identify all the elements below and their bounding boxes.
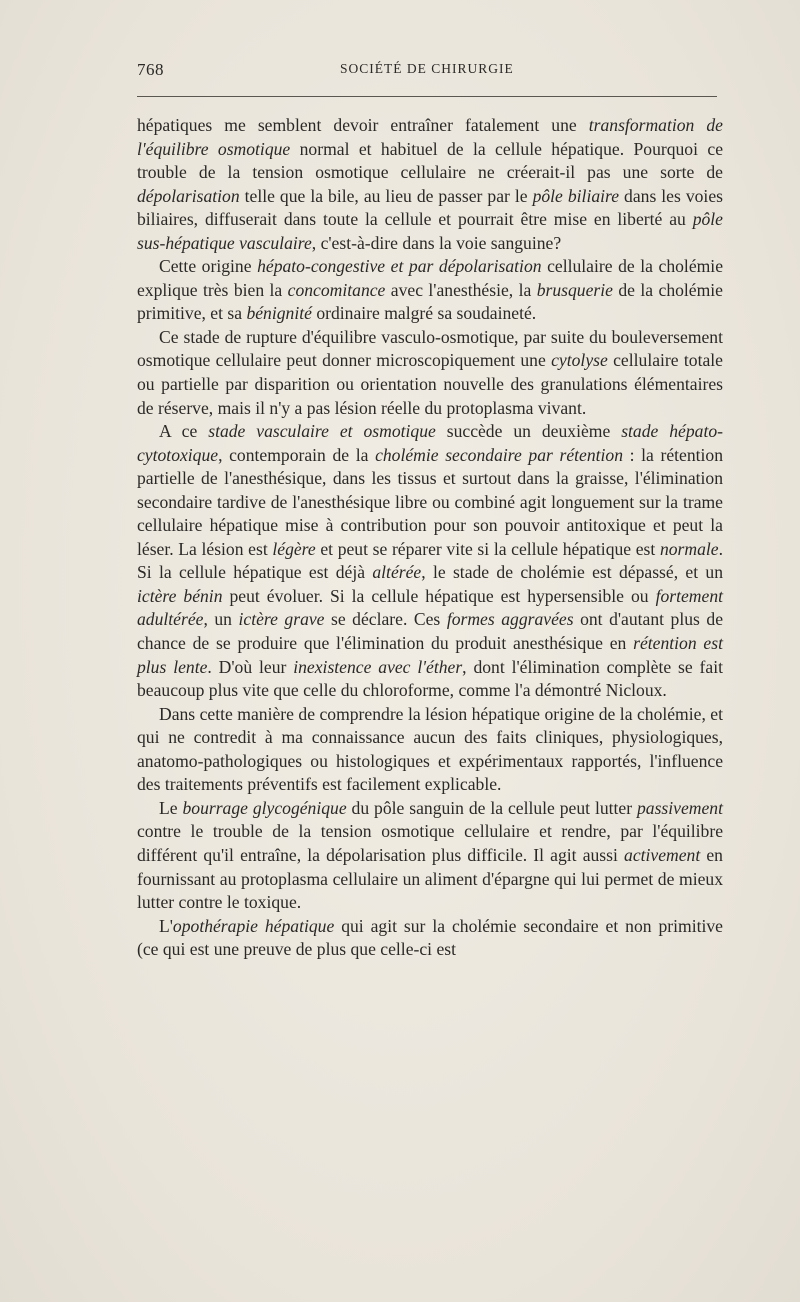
paragraph [137,703,723,797]
emphasis-text: transformation de l'équilibre osmotique [137,115,723,159]
emphasis-text: hépato-congestive et par dépolarisation [257,256,542,277]
text-run: A ce [159,421,209,442]
emphasis-text: cholémie secondaire par rétention [375,444,623,465]
emphasis-text: cytolyse [551,350,608,371]
text-run: , dont l'élimination complète se fait beaucoup plus vite que celle du chloroforme, comme l'a démontré Nicloux. [137,656,723,701]
text-run: qui agit sur la cholémie secondaire et non primitive (ce qui est une preuve de plus que celle-ci est [137,915,723,960]
emphasis-text: inexistence avec l'éther [293,656,463,677]
text-run: , c'est-à-dire dans la voie sanguine? [311,232,562,253]
emphasis-text: brusquerie [536,279,613,300]
text-run: hépatiques me semblent devoir entraîner fatalement une [137,115,589,135]
paragraph [137,915,723,962]
emphasis-text: concomitance [287,279,386,300]
text-run: Le [159,797,183,818]
text-run: cellulaire totale ou partielle par disparition ou orientation nouvelle des granulations élémentaires de réserve, mais il n'y a pas lésion réelle du protoplasma vivant. [137,350,723,418]
text-run: , contemporain de la [218,444,376,465]
emphasis-text: normale [659,538,719,559]
emphasis-text: passivement [636,797,723,818]
emphasis-text: stade vasculaire et osmotique [208,421,436,442]
paragraph [137,114,723,255]
running-head: SOCIÉTÉ DE CHIRURGIE [340,61,514,76]
text-run: Ce stade de rupture d'équilibre vasculo-osmotique, par suite du bouleversement osmotique cellulaire peut donner microscopiquement une [137,326,723,371]
emphasis-text: fortement adultérée [137,585,724,630]
text-run: de la cholémie primitive, et sa [137,279,723,324]
text-run: Dans cette manière de comprendre la lésion hépatique origine de la cholémie, et qui ne contredit à ma connaissance aucun des faits cliniques, physiologiques, anatomo-pathologiques ou histologiques et expérimentaux rapportés, l'influence des traitements préventifs est facilement explicable. [137,703,723,795]
body-text [137,114,723,962]
text-run: , le stade de cholémie est dépassé, et un [421,562,724,583]
emphasis-text: formes aggravées [446,609,574,630]
emphasis-text: ictère grave [238,609,325,630]
emphasis-text: activement [624,844,701,865]
emphasis-text: stade hépato-cytotoxique [137,421,723,465]
text-run: : la rétention partielle de l'anesthésique, dans les tissus et surtout dans la graisse, l'élimination secondaire tardive de l'anesthésique libre ou combiné agit longuement sur la trame cellulaire hépatique mise à contribution pour son pouvoir antitoxique et peut la léser. La lésion est [137,444,724,559]
header-rule [137,96,717,97]
paragraph [137,797,723,915]
text-run: Cette origine [159,256,258,277]
emphasis-text: opothérapie hépatique [172,915,335,936]
emphasis-text: altérée [372,562,422,583]
text-run: cellulaire de la cholémie explique très bien la [137,256,724,300]
text-run: contre le trouble de la tension osmotique cellulaire et rendre, par l'équilibre différent qu'il entraîne, la dépolarisation plus difficile. Il agit aussi [137,821,723,865]
emphasis-text: dépolarisation [137,185,240,206]
emphasis-text: ictère bénin [137,585,223,606]
text-run: peut évoluer. Si la cellule hépatique est hypersensible ou [222,585,656,606]
emphasis-text: légère [272,538,316,559]
emphasis-text: rétention est plus lente [137,633,723,677]
text-run: du pôle sanguin de la cellule peut lutter [346,797,637,818]
text-run: . D'où leur [207,656,294,677]
text-run: normal et habituel de la cellule hépatique. Pourquoi ce trouble de la tension osmotique cellulaire ne créerait-il pas une sorte de [137,138,723,183]
emphasis-text: bourrage glycogénique [182,797,347,818]
text-run: dans les voies biliaires, diffuserait dans toute la cellule et pourrait être mise en liberté au [137,185,723,230]
paragraph [137,255,723,326]
paragraph [137,326,723,420]
text-run: L' [159,915,173,936]
text-run: succède un deuxième [435,421,622,442]
text-run: , un [203,609,239,630]
emphasis-text: bénignité [246,303,312,324]
emphasis-text: pôle sus-hépatique vasculaire [137,209,723,253]
emphasis-text: pôle biliaire [532,185,620,206]
text-run: ordinaire malgré sa soudaineté. [311,303,537,324]
text-run: avec l'anesthésie, la [385,279,537,300]
text-run: . Si la cellule hépatique est déjà [137,538,723,583]
page-header [137,60,717,88]
text-run: ont d'autant plus de chance de se produire que l'élimination du produit anesthésique en [137,609,724,654]
paragraph [137,420,723,703]
text-run: se déclare. Ces [324,609,447,630]
text-run: en fournissant au protoplasma cellulaire un aliment d'épargne qui lui permet de mieux lutter contre le toxique. [137,844,723,913]
page-number: 768 [137,60,164,79]
text-run: telle que la bile, au lieu de passer par le [239,185,533,206]
text-run: et peut se réparer vite si la cellule hépatique est [315,538,660,559]
